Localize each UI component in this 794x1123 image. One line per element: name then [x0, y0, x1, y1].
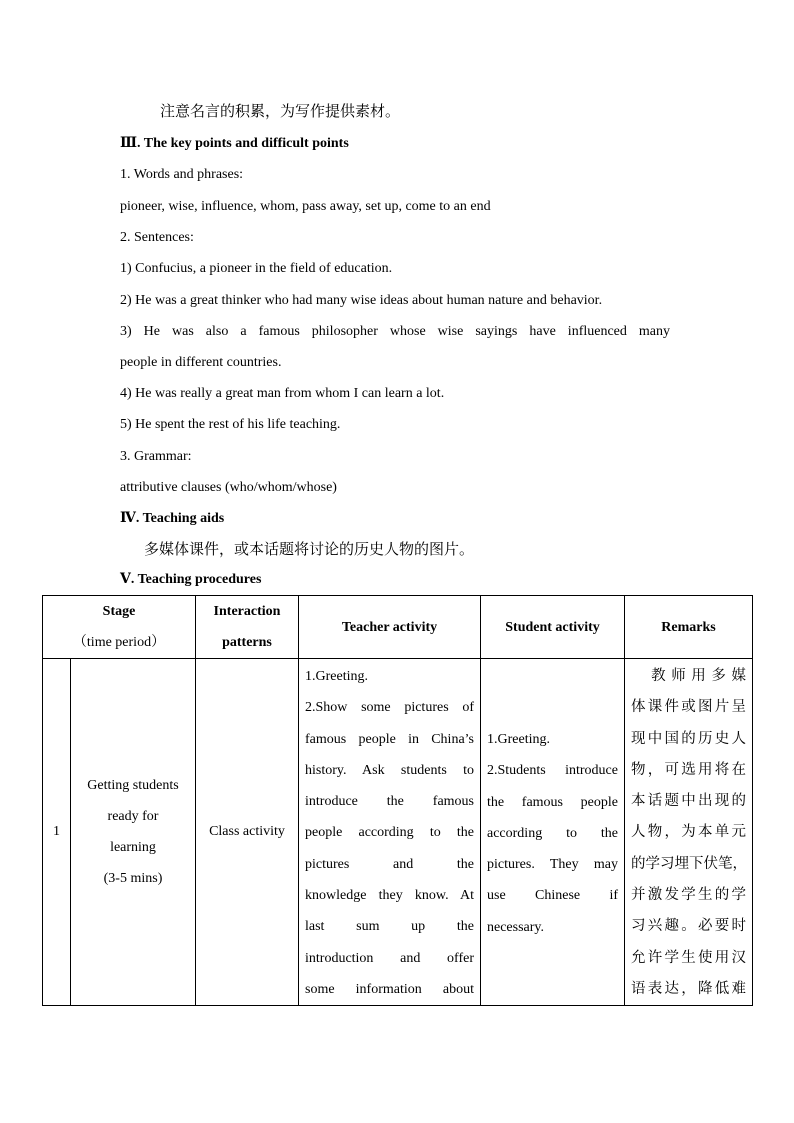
cn-note: 注意名言的积累，为写作提供素材。: [160, 102, 401, 120]
student-activity-cell: 1.Greeting. 2.Students introduce the famous people according to the pictures. They may use Chinese if necessary.: [481, 659, 625, 1006]
header-interaction: Interaction patterns: [196, 596, 299, 659]
header-teacher-activity: Teacher activity: [299, 596, 481, 659]
grammar-heading: 3. Grammar:: [120, 449, 192, 464]
sentence-3-cont: people in different countries.: [120, 355, 282, 370]
procedures-table: [42, 595, 753, 1006]
header-remarks: Remarks: [625, 596, 753, 659]
teaching-aids-text: 多媒体课件，或本话题将讨论的历史人物的图片。: [144, 540, 475, 558]
section-5-heading: Ⅴ. Teaching procedures: [120, 572, 262, 587]
sentence-3: 3) He was also a famous philosopher whose wise sayings have influenced many: [120, 324, 670, 339]
remarks-cell: 教师用多媒 体课件或图片呈 现中国的历史人 物，可选用将在 本话题中出现的 人物，为本单元 的学习埋下伏笔， 并激发学生的学 习兴趣。必要时 允许学生使用汉 语表达，降低难: [625, 659, 753, 1006]
table-row: [43, 659, 753, 1006]
section-4-heading: Ⅳ. Teaching aids: [120, 511, 225, 526]
header-stage: Stage （time period）: [43, 596, 196, 659]
section-3-heading: Ⅲ. The key points and difficult points: [120, 136, 349, 151]
sentence-2: 2) He was a great thinker who had many wise ideas about human nature and behavior.: [120, 293, 603, 308]
stage-cell: Getting students ready for learning (3-5 mins): [71, 659, 196, 1006]
sentence-5: 5) He spent the rest of his life teaching.: [120, 417, 341, 432]
sentence-1: 1) Confucius, a pioneer in the field of education.: [120, 261, 393, 276]
sentence-4: 4) He was really a great man from whom I can learn a lot.: [120, 386, 445, 401]
header-student-activity: Student activity: [481, 596, 625, 659]
interaction-cell: Class activity: [196, 659, 299, 1006]
row-number: 1: [43, 659, 71, 1006]
words-heading: 1. Words and phrases:: [120, 167, 244, 182]
words-list: pioneer, wise, influence, whom, pass away, set up, come to an end: [120, 199, 491, 214]
grammar-text: attributive clauses (who/whom/whose): [120, 480, 337, 495]
sentences-heading: 2. Sentences:: [120, 230, 194, 245]
teacher-activity-cell: 1.Greeting. 2.Show some pictures of famous people in China’s history. Ask students to introduce the famous people according to the pictures and the knowledge they know. At last sum up the introduction and offer some information about: [299, 659, 481, 1006]
table-header-row: [43, 596, 753, 659]
